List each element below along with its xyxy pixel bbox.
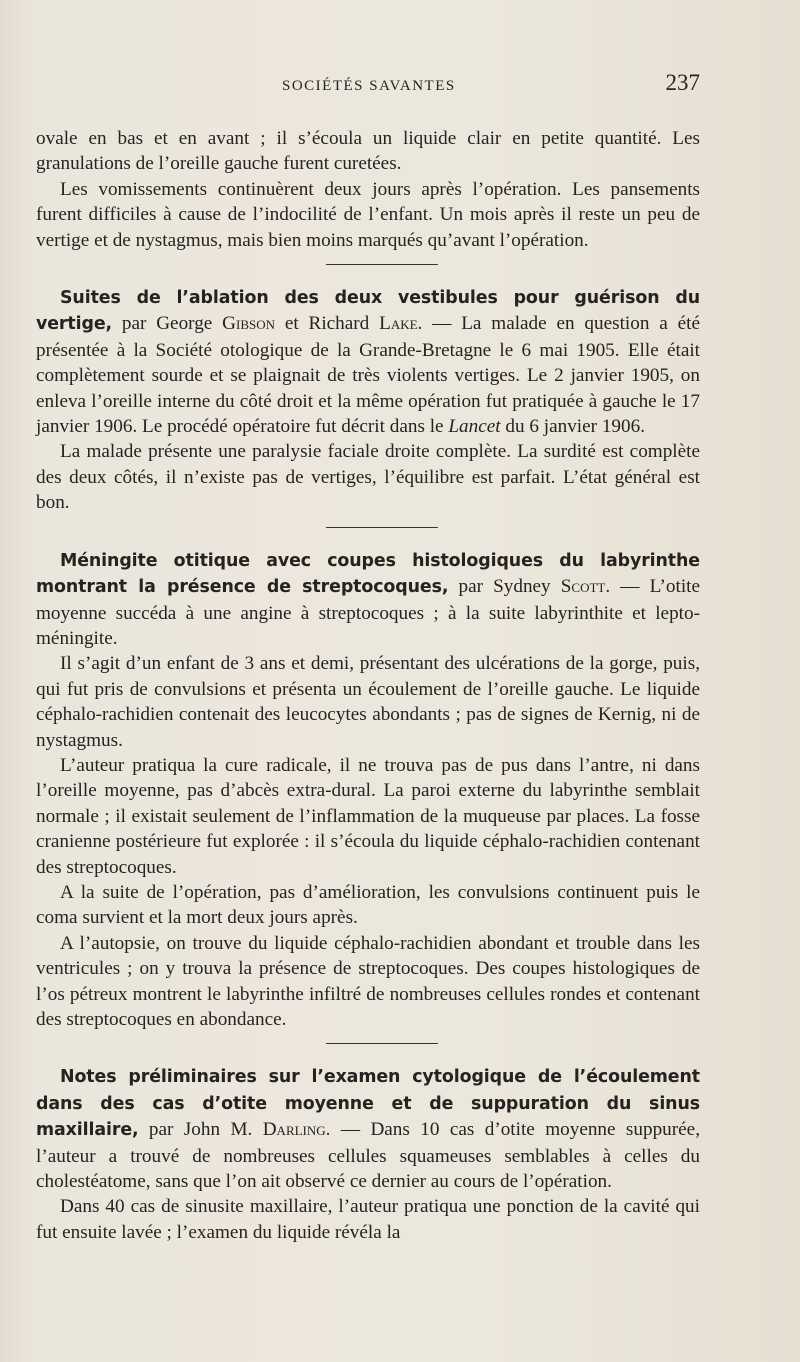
section-meningite-title: Méningite otitique avec coupes histologiques du labyrinthe montrant la présence de streptocoques, <box>36 550 700 598</box>
journal-name: Lancet <box>448 416 501 438</box>
section-meningite-paragraph-3: L’auteur pratiqua la cure radicale, il ne trouva pas de pus dans l’antre, ni dans l’oreille moyenne, pas d’abcès extra-dural. La paroi externe du labyrinthe semblait normale ; il existait seulement de l’inflammation de la muqueuse par places. La fosse cranienne postérieure fut explorée : il s’écoula du liquide céphalo-rachidien contenant des streptocoques. <box>36 754 700 878</box>
author-name: Darling. <box>262 1119 331 1141</box>
section-cytologie-paragraph-2: Dans 40 cas de sinusite maxillaire, l’auteur pratiqua une ponction de la cavité qui fut ensuite lavée ; l’examen du liquide révéla la <box>36 1196 700 1243</box>
byline-prefix: par Sydney <box>458 576 551 598</box>
section-meningite-text: — L’otite moyenne succéda à une angine à streptocoques ; à la suite labyrinthite et lepto-méningite. <box>36 576 701 649</box>
section-cytologie <box>36 1064 700 1245</box>
author-name: Lake. <box>379 313 423 335</box>
section-meningite-lead <box>36 548 700 652</box>
section-cytologie-lead <box>36 1064 700 1194</box>
intro-paragraph-2: Les vomissements continuèrent deux jours après l’opération. Les pansements furent difficiles à cause de l’indocilité de l’enfant. Un mois après il reste un peu de vertige et de nystagmus, mais bien moins marqués qu’avant l’opération. <box>36 178 700 251</box>
section-cytologie-text: — Dans 10 cas d’otite moyenne suppurée, l’auteur a trouvé de nombreuses cellules squameuses semblables à celles du cholestéatome, sans que l’on ait observé ce dernier au cours de l’opération. <box>36 1119 700 1193</box>
section-vestibules-title: Suites de l’ablation des deux vestibules pour guérison du vertige, <box>36 288 700 335</box>
section-meningite <box>36 548 700 1033</box>
byline-prefix: par John M. <box>148 1119 253 1141</box>
author-name: Gibson <box>222 313 276 335</box>
section-vestibules-lead <box>36 285 700 439</box>
section-divider <box>326 527 438 528</box>
byline-prefix: par George <box>121 313 213 335</box>
section-cytologie-title: Notes préliminaires sur l’examen cytologique de l’écoulement dans des cas d’otite moyenne et de suppuration du sinus maxillaire, <box>36 1067 700 1141</box>
page-body <box>36 126 700 1245</box>
running-head <box>36 70 700 104</box>
intro-paragraph-1: ovale en bas et en avant ; il s’écoula un liquide clair en petite quantité. Les granulations de l’oreille gauche furent curetées. <box>36 128 700 175</box>
section-meningite-paragraph-2: Il s’agit d’un enfant de 3 ans et demi, présentant des ulcérations de la gorge, puis, qui fut pris de convulsions et présenta un écoulement de l’oreille gauche. Le liquide céphalo-rachidien contenait des leucocytes abondants ; pas de signes de Kernig, ni de nystagmus. <box>36 653 700 751</box>
section-vestibules-paragraph-2: La malade présente une paralysie faciale droite complète. La surdité est complète des deux côtés, il n’existe pas de vertiges, l’équilibre est parfait. L’état général est bon. <box>36 441 700 514</box>
author-name: Scott. <box>560 576 611 598</box>
section-vestibules-text-tail: du 6 janvier 1906. <box>505 416 646 438</box>
section-vestibules <box>36 285 700 516</box>
byline-conjunction: et Richard <box>284 313 370 335</box>
section-meningite-paragraph-5: A l’autopsie, on trouve du liquide céphalo-rachidien abondant et trouble dans les ventricules ; on y trouva la présence de streptocoques. Des coupes histologiques de l’os pétreux montrent le labyrinthe infiltré de nombreuses cellules rondes et contenant des streptocoques en abondance. <box>36 932 700 1030</box>
section-vestibules-text: — La malade en question a été présentée à la Société otologique de la Grande-Bretagne le 6 mai 1905. Elle était complètement sourde et se plaignait de très violents vertiges. Le 2 janvier 1905, on enleva l’oreille interne du côté droit et la même opération fut pratiquée à gauche le 17 janvier 1906. Le procédé opératoire fut décrit dans le <box>36 313 700 438</box>
section-meningite-paragraph-4: A la suite de l’opération, pas d’amélioration, les convulsions continuent puis le coma survient et la mort deux jours après. <box>36 881 700 929</box>
section-divider <box>326 1043 438 1044</box>
section-divider <box>326 264 438 265</box>
page-number: 237 <box>665 70 700 95</box>
running-title: SOCIÉTÉS SAVANTES <box>282 78 456 94</box>
